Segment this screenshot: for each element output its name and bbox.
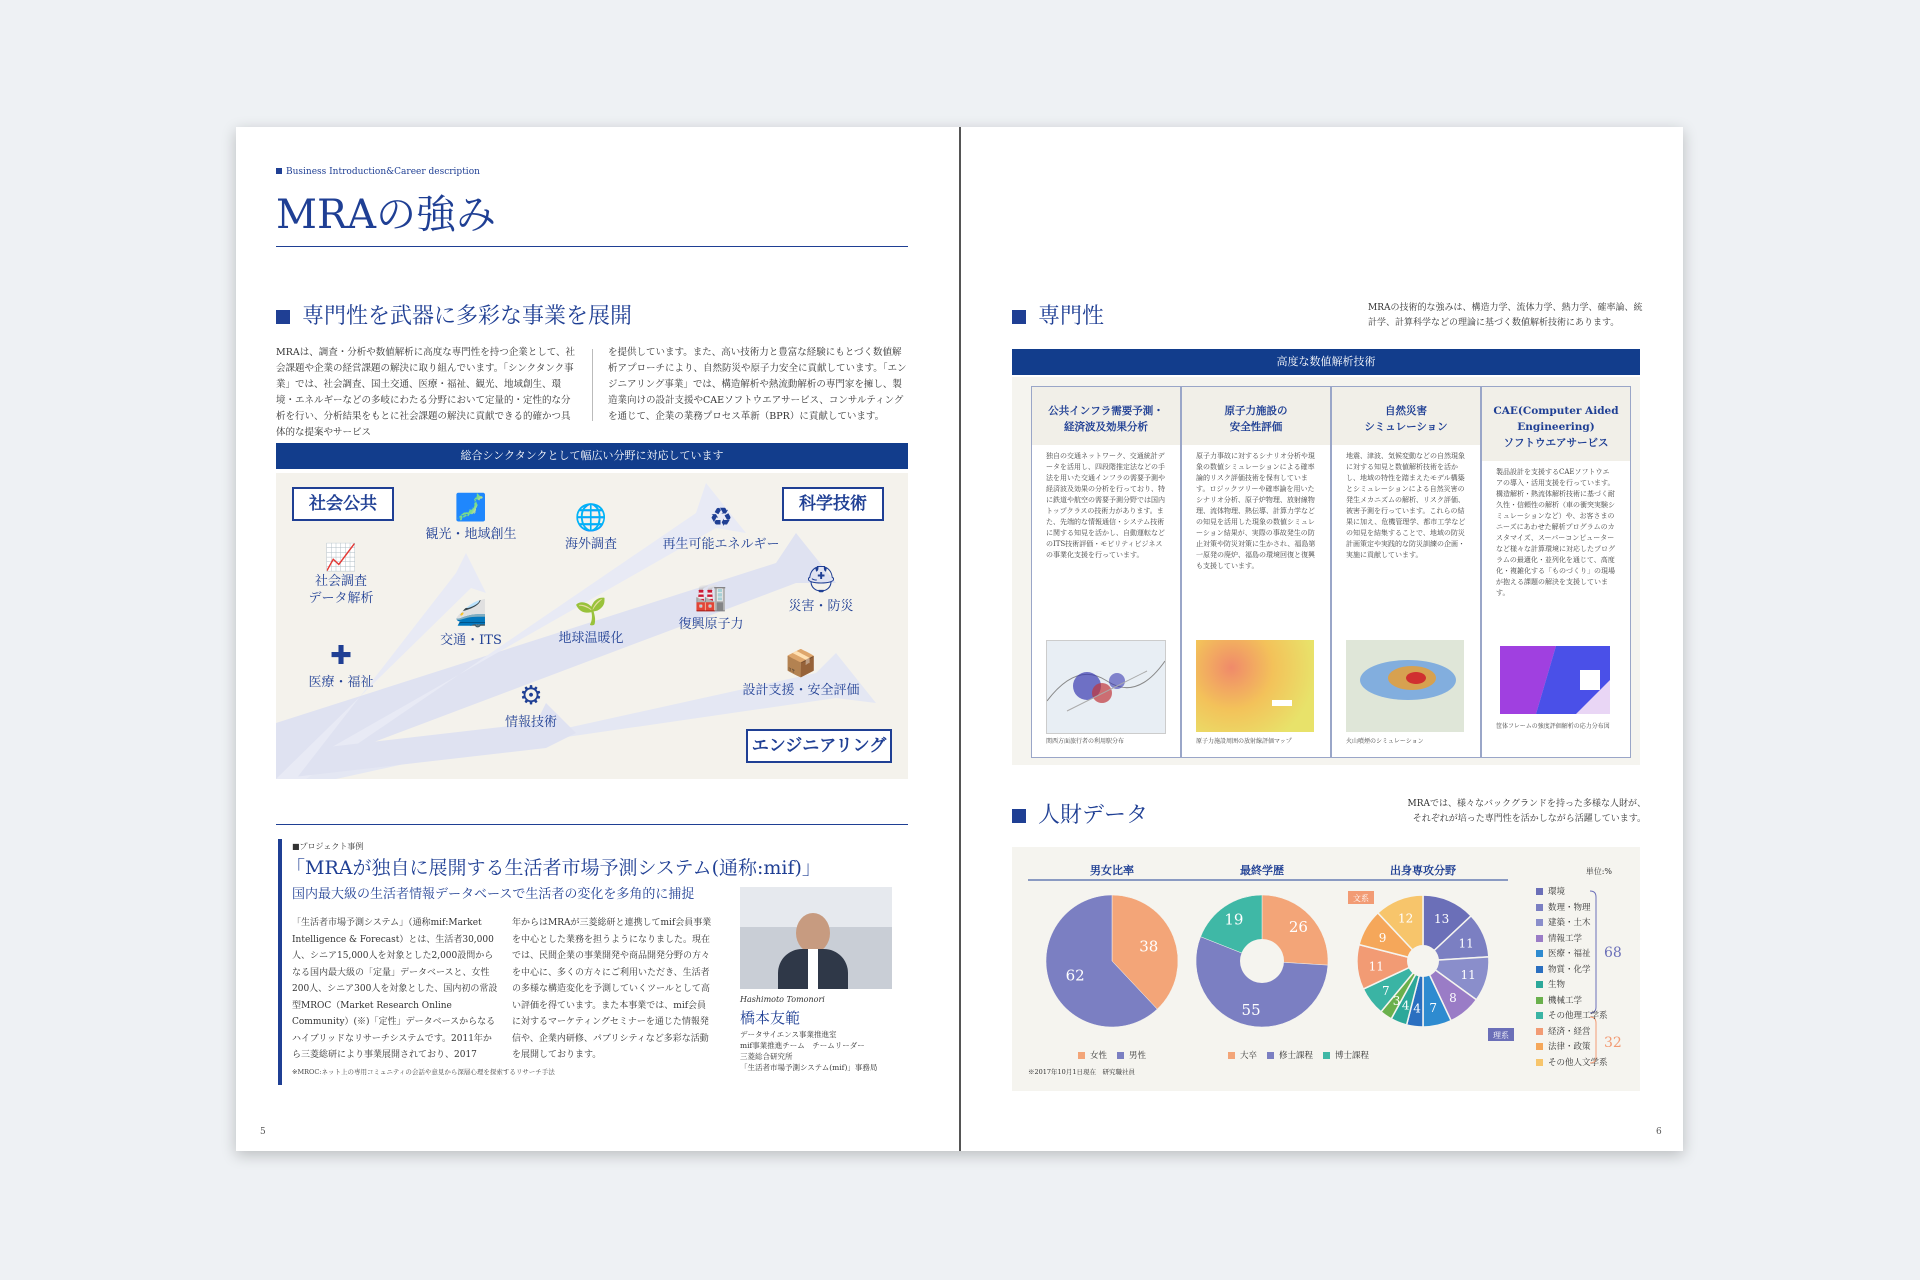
senmon-desc: MRAの技術的な強みは、構造力学、流体力学、熱力学、確率論、統計学、計算科学などの理論に基づく数値解析技術にあります。 <box>1368 303 1643 328</box>
fields-banner: 総合シンクタンクとして幅広い分野に対応しています <box>276 443 908 469</box>
field-medical: ✚ 医療・福祉 <box>306 641 376 690</box>
fields-diagram <box>276 473 908 779</box>
tech-column-3 <box>1331 386 1481 758</box>
legend-item <box>1228 1049 1257 1065</box>
field-design: 📦 設計支援・安全評価 <box>736 649 866 698</box>
intro-col-1: MRAは、調査・分析や数値解析に高度な専門性を持つ企業として、社会課題や企業の経営課題の解決に取り組んでいます。「シンクタンク事業」では、社会調査、国土交通、医療・福祉、観光、地域創生、環境・エネルギーなどの多岐にわたる分野において定量的・定性的な分析を行い、分析結果をもとに社会課題の解決に貢献できる的確かつ具体的な提案やサービス <box>276 347 576 438</box>
gender-legend <box>1078 1043 1156 1065</box>
page-number-left: 5 <box>260 1127 266 1137</box>
project-footnote: ※MROC:ネット上の専用コミュニティの会話や意見から深層心理を探索するリサーチ手法 <box>292 1068 555 1076</box>
bunkei-label: 文系 <box>1353 894 1369 903</box>
pie-value-label: 12 <box>1398 911 1414 926</box>
project-tag: ■プロジェクト事例 <box>292 842 364 851</box>
field-it: ⚙ 情報技術 <box>486 681 576 730</box>
legend-label: 男性 <box>1129 1051 1147 1061</box>
edu-legend <box>1228 1043 1379 1065</box>
chart-title: 最終学歴 <box>1240 864 1284 877</box>
chart-title: 男女比率 <box>1090 864 1134 877</box>
donut-hole <box>1240 939 1284 983</box>
legend-swatch <box>1536 919 1543 926</box>
helmet-icon: ⛑ <box>804 565 838 595</box>
major-legend <box>1536 885 1608 1071</box>
intro-col-2: を提供しています。また、高い技術力と豊富な経験にもとづく数値解析アプローチにより、自然防災や原子力安全に貢献しています。「エンジニアリング事業」では、構造解析や熱流動解析の専門家を擁し、製造業向けの設計支援やCAEソフトウエアサービス、コンサルティングを通じて、企業の業務プロセス革新（BPR）に貢献しています。 <box>608 347 907 422</box>
legend-item <box>1536 978 1608 994</box>
tech-column-body: 原子力事故に対するシナリオ分析や現象の数値シミュレーションによる確率論的リスク評価技術を保有しています。ロジックツリーや確率論を用いたシナリオ分析、原子炉物理、放射線物理、流体物理、熱伝導、計算力学などの知見を活用した現象の数値シミュレーション結果が、実際の事故発生の防止対策や防災対策に生かされ、福島第一原発の廃炉、福島の環境回復と復興も支援しています。 <box>1196 452 1316 570</box>
tech-caption: 火山噴煙のシミュレーション <box>1346 738 1424 745</box>
legend-item <box>1536 963 1608 979</box>
legend-item <box>1536 932 1608 948</box>
legend-label: その他人文学系 <box>1548 1057 1608 1068</box>
legend-label: 女性 <box>1090 1051 1108 1061</box>
legend-item <box>1536 1056 1608 1072</box>
gears-icon: ⚙ <box>519 681 543 711</box>
legend-swatch <box>1536 950 1543 957</box>
field-disaster: ⛑ 災害・防災 <box>776 565 866 614</box>
jinzai-panel <box>1012 847 1640 1091</box>
legend-item <box>1536 916 1608 932</box>
senmon-heading: 専門性 <box>1012 299 1104 330</box>
rail-map-image <box>1046 640 1166 734</box>
jinzai-heading: 人財データ <box>1012 798 1148 829</box>
brochure-spread <box>236 127 1683 1151</box>
field-nuclear: 🏭 復興原子力 <box>666 583 756 632</box>
pie-value-label: 11 <box>1368 959 1384 974</box>
legend-label: 大卒 <box>1240 1051 1258 1061</box>
tech-column-1 <box>1031 386 1181 758</box>
legend-swatch <box>1228 1052 1235 1059</box>
legend-swatch <box>1536 966 1543 973</box>
pie-value-label: 7 <box>1429 1000 1438 1015</box>
tech-caption: 原子力施設周囲の放射線評価マップ <box>1196 738 1292 745</box>
recycle-icon: ♻ <box>709 503 733 533</box>
legend-label: 機械工学 <box>1548 995 1583 1006</box>
field-transport: 🚄 交通・ITS <box>426 599 516 648</box>
japan-map-icon: 🗾 <box>454 493 488 523</box>
medical-kit-icon: ✚ <box>330 641 352 671</box>
cube-icon: 📦 <box>784 649 818 679</box>
legend-swatch <box>1536 935 1543 942</box>
legend-label: 法律・政策 <box>1548 1042 1591 1052</box>
legend-label: その他理工学系 <box>1548 1011 1608 1021</box>
legend-item <box>1536 947 1608 963</box>
legend-item <box>1536 901 1608 917</box>
tech-column-2 <box>1181 386 1331 758</box>
title-rule <box>276 246 908 247</box>
box-social: 社会公共 <box>292 487 394 521</box>
field-overseas: 🌐 海外調査 <box>546 503 636 552</box>
tech-column-head: CAE(Computer Aided Engineering) ソフトウエアサービス <box>1482 387 1630 461</box>
page-kicker: Business Introduction&Career description <box>276 167 480 177</box>
project-accent-bar <box>278 839 282 1085</box>
field-tourism: 🗾 観光・地域創生 <box>416 493 526 542</box>
pie-value-label: 4 <box>1413 1001 1421 1016</box>
legend-swatch <box>1536 904 1543 911</box>
rikei-label: 理系 <box>1493 1031 1509 1040</box>
bunkei-total: 32 <box>1604 1035 1622 1051</box>
legend-item <box>1536 885 1608 901</box>
pie-value-label: 55 <box>1241 1000 1261 1019</box>
legend-swatch <box>1117 1052 1124 1059</box>
tech-column-head: 自然災害 シミュレーション <box>1332 387 1480 445</box>
intro-divider <box>592 349 593 421</box>
tech-column-4 <box>1481 386 1631 758</box>
legend-label: 修士課程 <box>1279 1051 1314 1061</box>
page-number-right: 6 <box>1656 1127 1662 1137</box>
pie-value-label: 4 <box>1401 998 1410 1013</box>
legend-label: 物質・化学 <box>1548 964 1591 975</box>
legend-item <box>1536 994 1608 1010</box>
pie-value-label: 9 <box>1378 931 1387 946</box>
pie-value-label: 13 <box>1434 911 1450 926</box>
tech-banner: 高度な数値解析技術 <box>1012 349 1640 375</box>
legend-label: 数理・物理 <box>1548 902 1591 913</box>
person-name: 橋本友範 <box>740 1009 801 1027</box>
person-role: データサイエンス事業推進室 mif事業推進チーム チームリーダー 三菱総合研究所 「生活者市場予測システム(mif)」事務局 <box>740 1030 878 1072</box>
legend-swatch <box>1536 981 1543 988</box>
legend-item <box>1536 1009 1608 1025</box>
page-title: MRAの強み <box>276 192 496 238</box>
tech-column-body: 製品設計を支援するCAEソフトウエアの導入・活用支援を行っています。構造解析・熱流体解析技術に基づく耐久性・信頼性の解析（車の衝突実験シミュレーションなど）や、お客さまのニーズにあわせた解析プログラムのカスタマイズ、スーパーコンピューターなど様々な計算環境に対応したプログラムの最適化・並列化を通じて、高度化・複雑化する「ものづくり」の現場が抱える課題の解決を支援しています。 <box>1496 468 1615 597</box>
tech-column-body: 地震、津波、気候変動などの自然現象に対する知見と数値解析技術を活かし、地域の特性を踏まえたモデル構築とシミュレーションによる自然災害の発生メカニズムの解析、リスク評価、被害予測を行っています。これらの結果に加え、危機管理学、都市工学などの知見を結集することで、地域の防災計画策定や実践的な防災訓練の企画・実施に貢献しています。 <box>1346 452 1466 559</box>
chart-title: 出身専攻分野 <box>1390 864 1456 877</box>
section-heading: 専門性を武器に多彩な事業を展開 <box>276 299 632 330</box>
tech-caption: 筐体フレームの強度評価解析の応力分布図 <box>1496 723 1610 730</box>
tech-column-head: 公共インフラ需要予測・ 経済波及効果分析 <box>1032 387 1180 445</box>
legend-label: 博士課程 <box>1335 1051 1370 1061</box>
pie-value-label: 3 <box>1392 993 1401 1008</box>
pie-value-label: 62 <box>1065 966 1085 985</box>
person-photo <box>740 887 892 989</box>
rikei-total: 68 <box>1604 945 1622 961</box>
pie-value-label: 11 <box>1458 936 1474 951</box>
field-renewable: ♻ 再生可能エネルギー <box>656 503 786 552</box>
chart-note: ※2017年10月1日現在 研究職社員 <box>1028 1068 1135 1076</box>
pie-value-label: 26 <box>1288 917 1308 936</box>
field-warming: 🌱 地球温暖化 <box>546 597 636 646</box>
person-roman: Hashimoto Tomonori <box>740 995 825 1004</box>
globe-icon: 🌐 <box>574 503 608 533</box>
box-engineering: エンジニアリング <box>746 729 892 763</box>
legend-item <box>1323 1049 1369 1065</box>
pie-value-label: 11 <box>1460 968 1476 983</box>
chart-icon: 📈 <box>324 543 358 573</box>
jinzai-desc: MRAでは、様々なバックグランドを持った多様な人財が、それぞれが培った専門性を活かしながら活躍しています。 <box>1407 799 1646 824</box>
pie-value-label: 38 <box>1139 937 1159 956</box>
legend-swatch <box>1536 888 1543 895</box>
legend-label: 医療・福祉 <box>1548 949 1591 959</box>
pie-value-label: 19 <box>1224 910 1244 929</box>
legend-label: 生物 <box>1548 980 1566 990</box>
legend-item <box>1078 1049 1107 1065</box>
tech-column-body: 独自の交通ネットワーク、交通統計データを活用し、四段階推定法などの手法を用いた交通インフラの需要予測や経済波及効果の分析を行っており、特に鉄道や航空の需要予測分野では国内トップクラスの技術力があります。また、先端的な情報通信・システム技術に関する知見を活かし、自動運転などのITS技術評価・モビリティビジネスの事業化支援を行っています。 <box>1046 452 1165 559</box>
donut-hole <box>1407 945 1439 977</box>
legend-label: 環境 <box>1548 887 1566 897</box>
field-social-survey: 📈 社会調査 データ解析 <box>306 543 376 607</box>
legend-label: 建築・土木 <box>1548 918 1591 928</box>
project-body-1: 「生活者市場予測システム」（通称mif:Market Intelligence & Forecast）とは、生活者30,000人、シニア15,000人を対象とした2,000設問からなる国内最大級の「定量」データベースと、女性200人、シニア300人を対象とした、国内初の常設 型MROC（Market Research Online Community）(※)「定性」データベースからなるハイブリッドなリサーチシステムです。2011年から三菱総研により事業展開されており、2017 <box>292 918 498 1060</box>
legend-swatch <box>1267 1052 1274 1059</box>
legend-item <box>1536 1040 1608 1056</box>
project-body-2: 年からはMRAが三菱総研と連携してmif会員事業を中心とした業務を担うようになりました。現在では、民間企業の事業開発や商品開発分野の方々を中心に、多くの方々にご利用いただき、生活者の多様な構造変化を予測していくツールとして高い評価を得ています。また本事業では、mif会員に対するマーケティングセミナーを通じた情報発信や、企業内研修、パブリシティなど多彩な活動を展開しております。 <box>512 918 712 1060</box>
train-icon: 🚄 <box>454 599 488 629</box>
legend-label: 情報工学 <box>1548 933 1583 944</box>
stress-map-image <box>1496 640 1614 718</box>
unit-label: 単位:% <box>1585 867 1612 876</box>
sprout-icon: 🌱 <box>574 597 608 627</box>
legend-swatch <box>1536 1059 1543 1066</box>
legend-swatch <box>1536 997 1543 1004</box>
project-subtitle: 国内最大級の生活者情報データベースで生活者の変化を多角的に捕捉 <box>292 887 695 902</box>
center-gutter <box>959 127 961 1151</box>
plant-icon: 🏭 <box>694 583 728 613</box>
tech-column-head: 原子力施設の 安全性評価 <box>1182 387 1330 445</box>
project-title: 「MRAが独自に展開する生活者市場予測システム(通称:mif)」 <box>286 857 821 879</box>
tech-caption: 関西方面旅行者の利用駅分布 <box>1046 738 1125 745</box>
legend-swatch <box>1536 1012 1543 1019</box>
legend-swatch <box>1536 1043 1543 1050</box>
legend-item <box>1536 1025 1608 1041</box>
legend-item <box>1267 1049 1313 1065</box>
volcano-sim-image <box>1346 640 1464 732</box>
pie-value-label: 7 <box>1382 983 1390 998</box>
project-rule <box>276 824 908 825</box>
pie-value-label: 8 <box>1449 991 1457 1006</box>
legend-label: 経済・経営 <box>1548 1026 1591 1037</box>
radiation-map-image <box>1196 640 1314 732</box>
legend-swatch <box>1323 1052 1330 1059</box>
legend-swatch <box>1536 1028 1543 1035</box>
legend-swatch <box>1078 1052 1085 1059</box>
box-science: 科学技術 <box>782 487 884 521</box>
legend-item <box>1117 1049 1146 1065</box>
